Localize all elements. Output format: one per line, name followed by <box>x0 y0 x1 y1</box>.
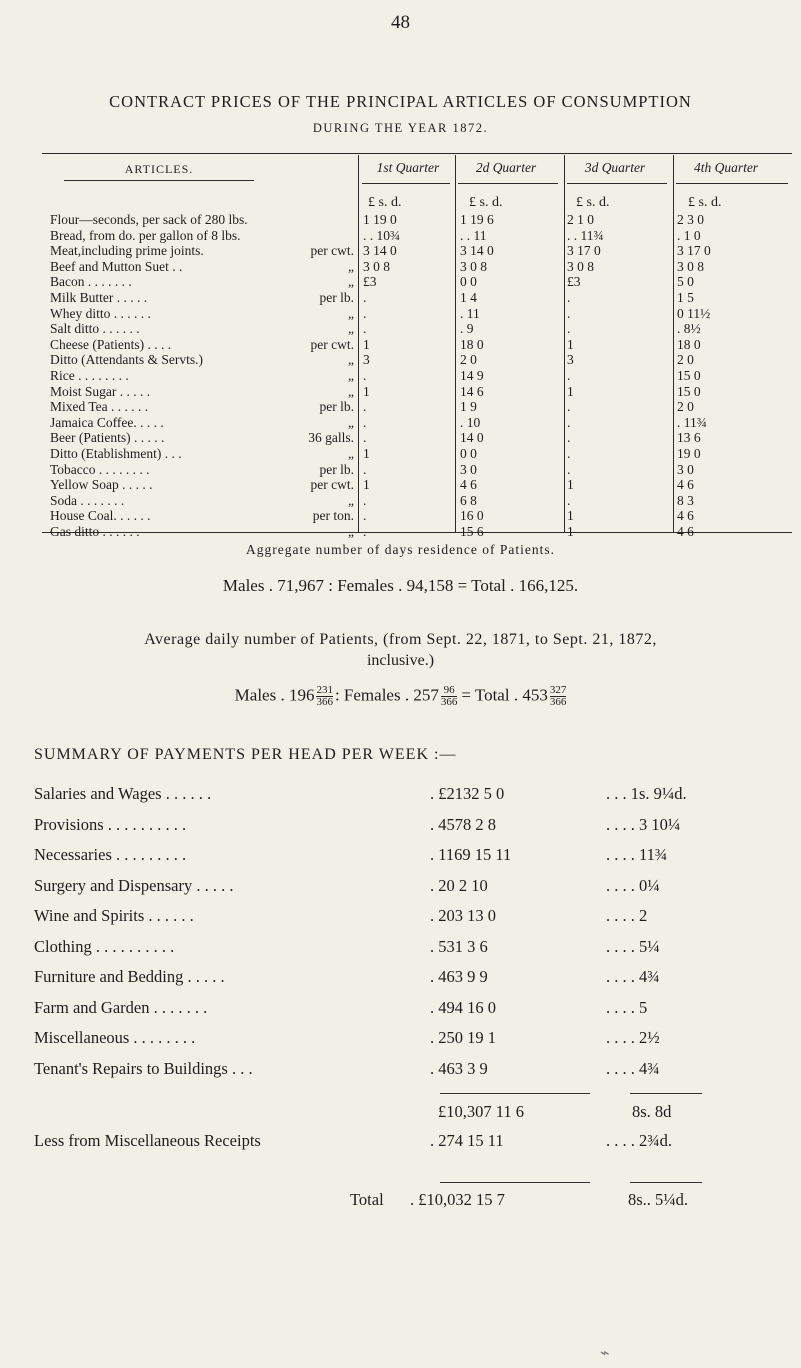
summary-weekly: . . . . 2½ <box>606 1028 660 1047</box>
summary-weekly: . . . . 0¼ <box>606 875 660 895</box>
table-row <box>0 384 801 401</box>
q4-price-cell: 19 0 <box>677 446 701 461</box>
summary-row <box>0 1028 801 1056</box>
q3-price-cell: 1 <box>567 524 574 539</box>
q1-price-cell: 1 <box>363 477 370 493</box>
q4-currency: £ s. d. <box>688 195 722 210</box>
q1-price-cell: . <box>363 368 367 383</box>
q1-price-cell: . <box>363 414 367 430</box>
subtotal-rule-weekly <box>630 1093 702 1094</box>
article-cell: Flour—seconds, per sack of 280 lbs. <box>50 212 248 227</box>
q3-price-cell: . <box>567 461 571 477</box>
summary-amount: . 494 16 0 <box>430 997 496 1017</box>
q4-price-cell: 8 3 <box>677 492 694 508</box>
q4-price-cell: 1 5 <box>677 290 694 305</box>
q4-price-cell: . 1 0 <box>677 227 701 243</box>
q3-price-cell: 1 <box>567 508 574 524</box>
unit-cell: „ <box>348 305 354 321</box>
unit-cell: „ <box>348 524 354 539</box>
summary-weekly: . . . . 4¾ <box>606 967 660 986</box>
total-label: Total <box>350 1190 384 1209</box>
summary-row <box>0 906 801 934</box>
summary-weekly: . . . . 11¾ <box>606 845 668 864</box>
q1-price-cell: . <box>363 461 367 477</box>
q3-price-cell: . <box>567 446 571 461</box>
q4-header: 4th Quarter <box>693 160 759 175</box>
q4-price-cell: 4 6 <box>677 524 694 539</box>
article-cell: Whey ditto . . . . . . <box>50 305 151 321</box>
q4-price-cell: 5 0 <box>677 274 694 290</box>
q1-price-cell: 3 <box>363 352 370 368</box>
q1-price-cell: . <box>363 430 367 446</box>
summary-amount: . 4578 2 8 <box>430 814 496 834</box>
q3-currency: £ s. d. <box>576 195 610 210</box>
q3-price-cell: 1 <box>567 336 574 352</box>
summary-amount: . £2132 5 0 <box>430 784 505 803</box>
unit-cell: per lb. <box>319 461 354 477</box>
q3-price-cell: 3 0 8 <box>567 258 594 274</box>
q2-price-cell: 1 19 6 <box>460 212 494 227</box>
unit-cell: „ <box>348 274 354 290</box>
q1-price-cell: £3 <box>363 274 377 290</box>
unit-cell: per lb. <box>319 399 354 415</box>
article-cell: Soda . . . . . . . <box>50 492 125 508</box>
q1-price-cell: . <box>363 508 367 524</box>
summary-label: Tenant's Repairs to Buildings . . . <box>34 1058 253 1078</box>
summary-label: Provisions . . . . . . . . . . <box>34 814 187 834</box>
article-cell: Ditto (Etablishment) . . . <box>50 446 182 461</box>
page-title: CONTRACT PRICES OF THE PRINCIPAL ARTICLES OF CONSUMPTION <box>109 92 692 111</box>
q4-price-cell: 18 0 <box>677 336 701 352</box>
summary-label: Miscellaneous . . . . . . . . <box>34 1028 196 1047</box>
articles-header: ARTICLES. <box>124 162 194 176</box>
page-number: 48 <box>391 12 410 33</box>
summary-amount: . 1169 15 11 <box>430 845 512 864</box>
pencil-mark-icon: ⌁ <box>600 1345 610 1362</box>
table-row <box>0 243 801 260</box>
article-cell: Moist Sugar . . . . . <box>50 383 151 399</box>
summary-weekly: . . . . 5¼ <box>606 936 660 956</box>
q1-price-cell: . <box>363 290 367 305</box>
q3-price-cell: 3 <box>567 352 574 368</box>
summary-row <box>0 784 801 812</box>
article-cell: Rice . . . . . . . . <box>50 368 129 383</box>
unit-cell: „ <box>348 352 354 368</box>
q3-price-cell: . <box>567 321 571 337</box>
summary-amount: . 203 13 0 <box>430 906 496 925</box>
q1-price-cell: . <box>363 321 367 337</box>
q4-price-cell: 0 11½ <box>677 305 711 321</box>
q4-price-cell: 15 0 <box>677 368 701 383</box>
q4-price-cell: 2 3 0 <box>677 212 704 227</box>
q2-price-cell: 14 9 <box>460 368 484 383</box>
table-top-rule <box>42 153 792 154</box>
q1-price-cell: 1 <box>363 446 370 461</box>
q3-header-rule <box>567 183 667 184</box>
q4-header-rule <box>676 183 788 184</box>
unit-cell: „ <box>348 446 354 461</box>
article-cell: Bread, from do. per gallon of 8 lbs. <box>50 227 241 243</box>
summary-label: Farm and Garden . . . . . . . <box>34 997 208 1017</box>
table-row <box>0 415 801 432</box>
q2-price-cell: 1 4 <box>460 290 477 305</box>
q4-price-cell: 2 0 <box>677 352 694 368</box>
unit-cell: „ <box>348 321 354 337</box>
average-fraction-line <box>0 685 801 708</box>
q4-price-cell: 3 0 8 <box>677 258 704 274</box>
article-cell: Yellow Soap . . . . . <box>50 477 153 493</box>
q4-price-cell: 3 17 0 <box>677 243 711 259</box>
table-row <box>0 306 801 323</box>
q3-price-cell: 1 <box>567 477 574 493</box>
q3-price-cell: . <box>567 368 571 383</box>
q4-price-cell: 13 6 <box>677 430 701 446</box>
males-fraction: $\frac{231}{366}$ <box>316 684 333 708</box>
q2-price-cell: . 10 <box>460 414 481 430</box>
q1-price-cell: . <box>363 492 367 508</box>
summary-label: Necessaries . . . . . . . . . <box>34 845 187 864</box>
unit-cell: per cwt. <box>310 477 354 493</box>
total-weekly: 8s.. 5¼d. <box>628 1190 689 1209</box>
unit-cell: „ <box>348 383 354 399</box>
summary-amount: . 531 3 6 <box>430 936 488 956</box>
unit-cell: per cwt. <box>310 336 354 352</box>
q2-price-cell: 1 9 <box>460 399 477 415</box>
table-row <box>0 446 801 463</box>
q4-price-cell: 15 0 <box>677 383 701 399</box>
summary-label: Salaries and Wages . . . . . . <box>34 784 212 803</box>
article-cell: Meat,including prime joints. <box>50 243 204 259</box>
unit-cell: per lb. <box>319 290 354 305</box>
subtotal-weekly: 8s. 8d <box>632 1102 672 1121</box>
article-cell: Cheese (Patients) . . . . <box>50 336 172 352</box>
less-receipts-amount: . 274 15 11 <box>430 1131 504 1150</box>
q2-price-cell: 0 0 <box>460 446 477 461</box>
summary-amount: . 250 19 1 <box>430 1028 496 1047</box>
table-row <box>0 508 801 525</box>
q2-price-cell: 15 6 <box>460 524 484 539</box>
q3-price-cell: . <box>567 305 571 321</box>
article-cell: Jamaica Coffee. . . . . <box>50 414 164 430</box>
table-row <box>0 430 801 447</box>
unit-cell: „ <box>348 368 354 383</box>
average-title: Average daily number of Patients, (from Sept. 22, 1871, to Sept. 21, 1872, <box>144 631 657 648</box>
q2-price-cell: 14 0 <box>460 430 484 446</box>
table-row <box>0 321 801 338</box>
q4-price-cell: . 8½ <box>677 321 701 337</box>
q2-price-cell: 14 6 <box>460 383 484 399</box>
q2-price-cell: . . 11 <box>460 227 487 243</box>
q3-price-cell: . <box>567 492 571 508</box>
q2-price-cell: 3 0 <box>460 461 477 477</box>
aggregate-line: Males . 71,967 : Females . 94,158 = Total . 166,125. <box>222 576 579 595</box>
article-cell: Beer (Patients) . . . . . <box>50 430 165 446</box>
articles-header-rule <box>64 180 254 181</box>
table-row <box>0 352 801 369</box>
summary-weekly: . . . . 3 10¼ <box>606 814 681 834</box>
q2-price-cell: . 9 <box>460 321 474 337</box>
summary-row <box>0 876 801 904</box>
q3-price-cell: . . 11¾ <box>567 227 604 243</box>
table-row <box>0 259 801 276</box>
q2-header-rule <box>458 183 558 184</box>
summary-weekly: . . . . 5 <box>606 997 648 1017</box>
q3-header: 3d Quarter <box>584 160 646 175</box>
q2-price-cell: . 11 <box>460 305 480 321</box>
aggregate-title: Aggregate number of days residence of Patients. <box>245 542 556 557</box>
article-cell: Tobacco . . . . . . . . <box>50 461 150 477</box>
males-average: Males . 196 <box>234 685 315 705</box>
q2-price-cell: 16 0 <box>460 508 484 524</box>
table-row <box>0 212 801 229</box>
q3-price-cell: . <box>567 290 571 305</box>
summary-label: Furniture and Bedding . . . . . <box>34 967 225 986</box>
article-cell: House Coal. . . . . . <box>50 508 151 524</box>
total-fraction: $\frac{327}{366}$ <box>549 684 567 708</box>
unit-cell: „ <box>348 258 354 274</box>
less-receipts-weekly: . . . . 2¾d. <box>606 1131 672 1150</box>
q3-price-cell: 2 1 0 <box>567 212 594 227</box>
summary-weekly: . . . . 2 <box>606 906 648 925</box>
total-rule-amount <box>440 1182 590 1183</box>
q4-price-cell: 3 0 <box>677 461 694 477</box>
table-row <box>0 493 801 510</box>
q4-price-cell: 4 6 <box>677 477 694 493</box>
q2-price-cell: 0 0 <box>460 274 477 290</box>
article-cell: Milk Butter . . . . . <box>50 290 148 305</box>
article-cell: Gas ditto . . . . . . <box>50 524 140 539</box>
q1-price-cell: 1 19 0 <box>363 212 397 227</box>
q2-price-cell: 6 8 <box>460 492 477 508</box>
q3-price-cell: . <box>567 399 571 415</box>
q1-price-cell: 1 <box>363 336 370 352</box>
summary-label: Clothing . . . . . . . . . . <box>34 936 175 956</box>
unit-cell: per cwt. <box>310 243 354 259</box>
q2-price-cell: 2 0 <box>460 352 477 368</box>
summary-amount: . 463 3 9 <box>430 1058 488 1078</box>
q1-header-rule <box>362 183 450 184</box>
average-title-cont: inclusive.) <box>366 652 435 669</box>
q1-price-cell: 3 14 0 <box>363 243 397 259</box>
article-cell: Salt ditto . . . . . . <box>50 321 140 337</box>
total-rule-weekly <box>630 1182 702 1183</box>
q4-price-cell: . 11¾ <box>677 414 707 430</box>
q3-price-cell: . <box>567 414 571 430</box>
summary-amount: . 463 9 9 <box>430 967 488 986</box>
total-amount: . £10,032 15 7 <box>410 1190 505 1209</box>
summary-row <box>0 937 801 965</box>
summary-row <box>0 998 801 1026</box>
unit-cell: per ton. <box>312 508 354 524</box>
table-row <box>0 274 801 291</box>
summary-label: Surgery and Dispensary . . . . . <box>34 875 234 895</box>
table-row <box>0 337 801 354</box>
table-row <box>0 399 801 416</box>
summary-weekly: . . . . 4¾ <box>606 1058 660 1078</box>
table-row <box>0 228 801 245</box>
unit-cell: „ <box>348 492 354 508</box>
total-average: = Total . 453 <box>461 685 548 705</box>
table-row <box>0 524 801 541</box>
q1-price-cell: . <box>363 305 367 321</box>
q1-price-cell: . <box>363 399 367 415</box>
q1-header: 1st Quarter <box>376 160 440 175</box>
less-receipts-label: Less from Miscellaneous Receipts <box>34 1131 261 1150</box>
q2-currency: £ s. d. <box>469 195 503 210</box>
q2-price-cell: 4 6 <box>460 477 477 493</box>
table-row <box>0 462 801 479</box>
q3-price-cell: 3 17 0 <box>567 243 601 259</box>
q3-price-cell: £3 <box>567 274 581 290</box>
q3-price-cell: 1 <box>567 383 574 399</box>
q1-price-cell: 3 0 8 <box>363 258 390 274</box>
table-row <box>0 368 801 385</box>
table-row <box>0 477 801 494</box>
article-cell: Bacon . . . . . . . <box>50 274 132 290</box>
q2-price-cell: 3 0 8 <box>460 258 487 274</box>
summary-row <box>0 815 801 843</box>
summary-label: Wine and Spirits . . . . . . <box>34 906 194 925</box>
females-average: : Females . 257 <box>334 685 439 705</box>
q1-price-cell: 1 <box>363 383 370 399</box>
table-row <box>0 290 801 307</box>
summary-amount: . 20 2 10 <box>430 875 488 895</box>
q3-price-cell: . <box>567 430 571 446</box>
summary-weekly: . . . 1s. 9¼d. <box>606 784 687 803</box>
summary-row <box>0 967 801 995</box>
article-cell: Beef and Mutton Suet . . <box>50 258 183 274</box>
unit-cell: „ <box>348 414 354 430</box>
females-fraction: $\frac{96}{366}$ <box>440 684 458 708</box>
q4-price-cell: 2 0 <box>677 399 694 415</box>
q2-price-cell: 3 14 0 <box>460 243 494 259</box>
article-cell: Mixed Tea . . . . . . <box>50 399 149 415</box>
unit-cell: 36 galls. <box>308 430 354 446</box>
page-subtitle: DURING THE YEAR 1872. <box>312 121 489 135</box>
q1-currency: £ s. d. <box>368 195 402 210</box>
subtotal-rule-amount <box>440 1093 590 1094</box>
summary-title: SUMMARY OF PAYMENTS PER HEAD PER WEEK :— <box>34 746 457 763</box>
summary-row <box>0 1059 801 1087</box>
q4-price-cell: 4 6 <box>677 508 694 524</box>
q1-price-cell: . <box>363 524 367 539</box>
q2-price-cell: 18 0 <box>460 336 484 352</box>
q2-header: 2d Quarter <box>475 160 537 175</box>
q1-price-cell: . . 10¾ <box>363 227 401 243</box>
subtotal-amount: £10,307 11 6 <box>438 1102 525 1121</box>
summary-row <box>0 845 801 873</box>
article-cell: Ditto (Attendants & Servts.) <box>50 352 203 368</box>
